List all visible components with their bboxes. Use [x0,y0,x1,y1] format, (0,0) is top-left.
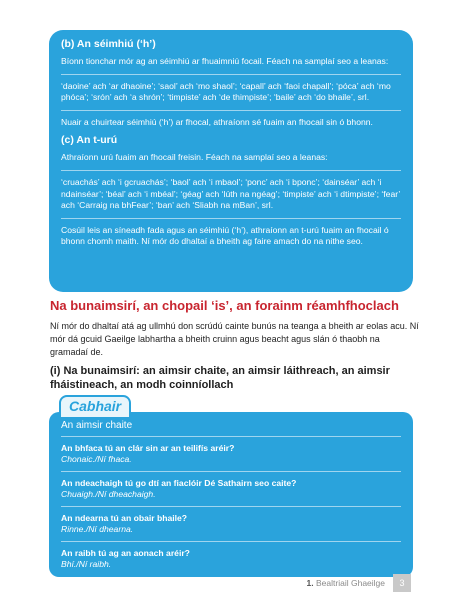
divider [61,506,401,507]
seimhiu-intro: Bíonn tionchar mór ag an séimhiú ar fhuaimniú focail. Féach na samplaí seo a leanas: [61,56,389,66]
divider [61,74,401,75]
seimhiu-examples: ‘daoine’ ach ‘ar dhaoine’; ‘saol’ ach ‘mo shaol’; ‘capall’ ach ‘faoi chapall’; ‘póca’ ach ‘mo phóca’; ‘srón’ ach ‘a shrón’; ‘timpiste’ ach ‘de thimpiste’; ‘baile’ ach ‘do bhaile’, srl. [61,80,391,103]
section-subtitle: (i) Na bunaimsirí: an aimsir chaite, an aimsir láithreach, an aimsir fháistineach, an modh coinníollach [50,365,390,391]
grammar-info-box [49,30,413,292]
page-number: 3 [393,574,411,592]
divider [61,541,401,542]
divider [61,110,401,111]
chapter-title: Bealtriail Ghaeilge [316,578,385,588]
chapter-number: 1. [306,578,314,588]
uru-examples: ‘cruachás’ ach ‘i gcruachás’; ‘baol’ ach ‘i mbaol’; ‘ponc’ ach ‘i bponc’; ‘dainséar’ ach ‘i ndainséar’; ‘béal’ ach ‘i mbéal’; ‘géag’ ach ‘lúth na ngéag’; ‘timpiste’ ach ‘i dtimpiste’; ‘fear’ ach ‘Carraig na bhFear’; ‘ban’ ach ‘Sliabh na mBan’, srl. [61,176,400,211]
divider [61,436,401,437]
uru-intro: Athraíonn urú fuaim an fhocail freisin. Féach na samplaí seo a leanas: [61,152,328,163]
uru-heading: (c) An t-urú [61,134,118,147]
question: An raibh tú ag an aonach aréir? [61,548,190,558]
answer: Rinne./Ní dhearna. [61,524,134,534]
divider [61,218,401,219]
question: An ndeachaigh tú go dtí an fiaclóir Dé Sathairn seo caite? [61,478,297,488]
question: An bhfaca tú an clár sin ar an teilifís aréir? [61,443,235,453]
cabhair-box [49,412,413,577]
answer: Bhí./Ní raibh. [61,559,112,569]
cabhair-heading: An aimsir chaite [61,420,133,431]
answer: Chuaigh./Ní dheachaigh. [61,489,156,499]
seimhiu-heading: (b) An séimhiú (‘h’) [61,38,156,50]
question: An ndearna tú an obair bhaile? [61,513,188,523]
divider [61,471,401,472]
section-title: Na bunaimsirí, an chopail ‘is’, an forainm réamhfhoclach [50,298,399,313]
cabhair-tab: Cabhair [59,395,131,419]
section-body: Ní mór do dhaltaí atá ag ullmhú don scrúdú cainte bunús na teanga a bheith ar eolas acu. Ní mór dá gcuid Gaeilge labhartha a bheith cruinn agus beacht agus slán ó thaobh na gramadaí de. [50,321,419,357]
chapter-label [307,578,385,588]
seimhiu-note: Nuair a chuirtear séimhiú (‘h’) ar fhocal, athraíonn sé fuaim an fhocail sin ó bhonn. [61,116,373,127]
page-footer [307,575,411,591]
answer: Chonaic./Ní fhaca. [61,454,132,464]
divider [61,170,401,171]
cabhair-panel [49,395,413,577]
uru-note: Cosúil leis an síneadh fada agus an séimhiú (‘h’), athraíonn an t-urú fuaim an fhocail ó bhonn chomh maith. Ní mór do dhaltaí a bheith ag faire amach do na nithe seo. [61,224,389,247]
